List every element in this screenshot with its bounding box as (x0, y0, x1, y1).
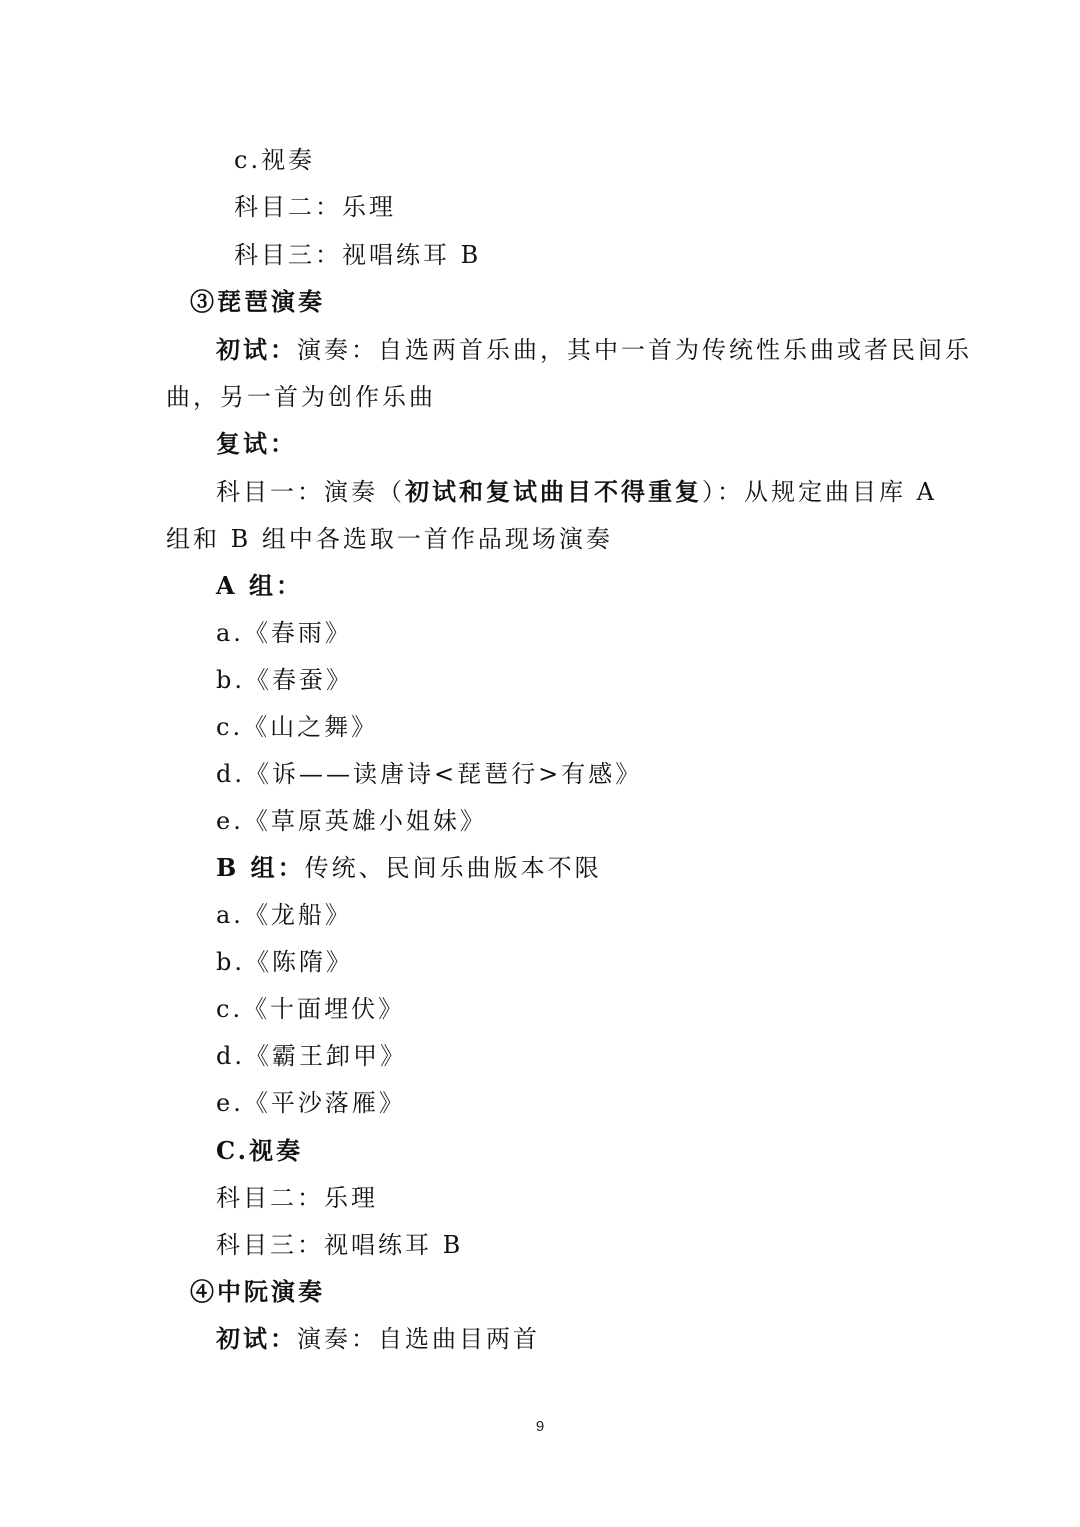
line-kemu-er-2: 科目二：乐理 (216, 1184, 378, 1212)
paragraph-chushi-line1 (216, 335, 972, 365)
line-kemu-san-2: 科目三：视唱练耳 B (216, 1231, 464, 1259)
text-segment: 传统、民间乐曲版本不限 (304, 854, 602, 882)
label-fushi: 复试： (216, 429, 297, 458)
list-item-b-5: e.《平沙落雁》 (216, 1089, 406, 1117)
list-item-b-4: d.《霸王卸甲》 (216, 1042, 407, 1070)
text-segment: 演奏：自选曲目两首 (297, 1325, 540, 1353)
list-item-a-5: e.《草原英雄小姐妹》 (216, 807, 487, 835)
bold-segment: 初试和复试曲目不得重复 (405, 477, 702, 506)
paragraph-chushi-zhongruan (216, 1324, 540, 1354)
line-kemu-er: 科目二：乐理 (234, 193, 396, 221)
group-a-heading: A 组： (216, 571, 303, 600)
text-segment: 科目一：演奏（ (216, 478, 405, 506)
bold-segment: 初试： (216, 1324, 297, 1353)
bold-segment: B 组： (216, 853, 305, 882)
line-c-shizou: c.视奏 (234, 146, 316, 174)
list-item-a-3: c.《山之舞》 (216, 713, 379, 741)
paragraph-chushi-line2: 曲，另一首为创作乐曲 (166, 383, 436, 411)
page-number: 9 (535, 1418, 545, 1435)
list-item-a-1: a.《春雨》 (216, 619, 352, 647)
text-segment: ）：从规定曲目库 A (702, 478, 937, 506)
group-b-heading (216, 853, 602, 883)
list-item-a-4: d.《诉——读唐诗<琵琶行>有感》 (216, 760, 643, 788)
list-item-b-1: a.《龙船》 (216, 901, 352, 929)
list-item-b-3: c.《十面埋伏》 (216, 995, 406, 1023)
text-segment: 演奏：自选两首乐曲，其中一首为传统性乐曲或者民间乐 (297, 336, 972, 364)
section-heading-zhongruan: ④中阮演奏 (190, 1277, 325, 1306)
section-heading-pipa: ③琵琶演奏 (190, 287, 325, 316)
line-kemu-san: 科目三：视唱练耳 B (234, 241, 482, 269)
paragraph-kemu-yi-line2: 组和 B 组中各选取一首作品现场演奏 (166, 525, 613, 553)
list-item-a-2: b.《春蚕》 (216, 666, 353, 694)
line-c-shizou-2: C.视奏 (216, 1136, 304, 1165)
bold-segment: 初试： (216, 335, 297, 364)
list-item-b-2: b.《陈隋》 (216, 948, 353, 976)
paragraph-kemu-yi-line1 (216, 477, 937, 507)
